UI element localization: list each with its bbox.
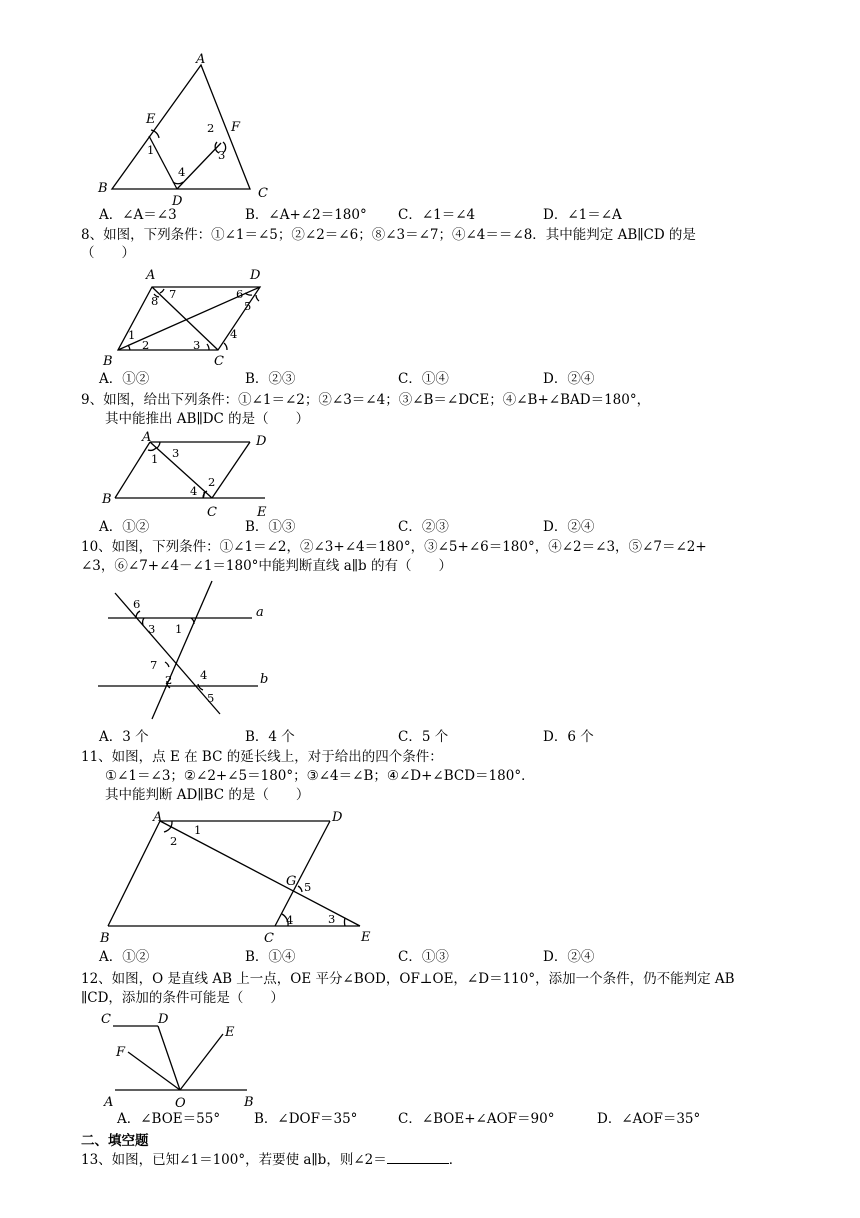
q7-option-a[interactable]: A．∠A＝∠3: [99, 207, 177, 223]
q8-text-line-2: （ ）: [81, 245, 135, 261]
q11-figure: [90, 804, 390, 954]
q9-figure: [90, 428, 290, 520]
q11-angle-1: 1: [194, 823, 202, 837]
q11-angle-3: 3: [328, 912, 336, 926]
q8-angle-1: 1: [128, 328, 136, 342]
q8-option-c[interactable]: C．①④: [398, 371, 449, 387]
q11-option-d[interactable]: D．②④: [543, 949, 595, 965]
q12-label-E: E: [225, 1025, 235, 1040]
q12-option-b[interactable]: B．∠DOF＝35°: [254, 1111, 358, 1127]
q9-angle-4: 4: [190, 484, 198, 498]
q10-text-line-2: ∠3，⑥∠7+∠4－∠1＝180°中能判断直线 a∥b 的有（ ）: [81, 558, 452, 574]
q8-label-A: A: [146, 268, 156, 283]
q12-option-a[interactable]: A．∠BOE＝55°: [117, 1111, 221, 1127]
q8-angle-3: 3: [193, 338, 201, 352]
q9-option-c[interactable]: C．②③: [398, 519, 449, 535]
q8-angle-5: 5: [244, 299, 252, 313]
q10-option-a[interactable]: A．3 个: [99, 729, 149, 745]
q8-angle-7: 7: [169, 287, 177, 301]
q10-angle-6: 6: [133, 597, 141, 611]
q8-angle-8: 8: [151, 294, 159, 308]
q11-label-B: B: [100, 931, 110, 946]
q10-option-d[interactable]: D．6 个: [543, 729, 594, 745]
q11-text-line-2: ①∠1＝∠3；②∠2+∠5＝180°；③∠4＝∠B；④∠D+∠BCD＝180°．: [105, 768, 535, 784]
q12-label-B: B: [244, 1095, 254, 1110]
q9-label-B: B: [102, 492, 112, 507]
q10-angle-5: 5: [207, 691, 215, 705]
q7-option-d[interactable]: D．∠1＝∠A: [543, 207, 622, 223]
q8-text-line-1: 8、如图，下列条件：①∠1＝∠5；②∠2＝∠6；⑧∠3＝∠7；④∠4＝＝∠8．其中能判定 AB∥CD 的是: [81, 227, 696, 243]
q11-label-E: E: [361, 930, 371, 945]
q11-angle-5: 5: [304, 880, 312, 894]
q11-label-A: A: [153, 810, 163, 825]
q9-angle-1: 1: [151, 452, 159, 466]
q10-angle-7: 7: [150, 658, 158, 672]
q8-option-b[interactable]: B．②③: [245, 371, 296, 387]
q10-option-b[interactable]: B．4 个: [245, 729, 295, 745]
q9-option-d[interactable]: D．②④: [543, 519, 595, 535]
q11-label-D: D: [332, 810, 343, 825]
q10-angle-1: 1: [175, 622, 183, 636]
q12-text-line-1: 12、如图，O 是直线 AB 上一点，OE 平分∠BOD，OF⊥OE，∠D＝110°，添加一个条件，仍不能判定 AB: [81, 971, 735, 987]
q10-label-b: b: [260, 672, 269, 687]
q11-angle-2: 2: [170, 834, 178, 848]
q10-figure: [90, 578, 290, 728]
q7-angle-1: 1: [147, 143, 155, 157]
q7-label-C: C: [258, 186, 268, 201]
q8-angle-4: 4: [230, 327, 238, 341]
q13-answer-blank[interactable]: [387, 1150, 449, 1164]
q11-option-c[interactable]: C．①③: [398, 949, 449, 965]
q7-figure: [90, 50, 290, 210]
q8-label-C: C: [214, 354, 224, 369]
q8-angle-2: 2: [142, 338, 150, 352]
q7-option-b[interactable]: B．∠A+∠2＝180°: [245, 207, 367, 223]
q9-option-b[interactable]: B．①③: [245, 519, 296, 535]
q7-label-B: B: [98, 181, 108, 196]
q8-label-B: B: [103, 354, 113, 369]
section-title-fill-in: 二、填空题: [81, 1133, 149, 1149]
q13-end-punct: ．: [448, 1152, 463, 1168]
q11-label-G: G: [286, 874, 297, 889]
q7-label-A: A: [196, 52, 206, 67]
q7-label-E: E: [146, 112, 156, 127]
q10-angle-4: 4: [200, 668, 208, 682]
q11-option-b[interactable]: B．①④: [245, 949, 296, 965]
q12-label-D: D: [158, 1012, 169, 1027]
q7-label-F: F: [231, 120, 241, 135]
q8-option-d[interactable]: D．②④: [543, 371, 595, 387]
q9-label-A: A: [142, 430, 152, 445]
q7-angle-4: 4: [178, 165, 186, 179]
q12-label-F: F: [116, 1045, 126, 1060]
q9-text-line-1: 9、如图，给出下列条件：①∠1＝∠2；②∠3＝∠4；③∠B＝∠DCE；④∠B+∠BAD＝180°，: [81, 392, 651, 408]
q7-angle-3: 3: [218, 148, 226, 162]
q9-label-E: E: [257, 505, 267, 520]
q12-option-d[interactable]: D．∠AOF＝35°: [597, 1111, 701, 1127]
q9-label-C: C: [207, 505, 217, 520]
q8-figure: [90, 262, 280, 372]
q9-option-a[interactable]: A．①②: [99, 519, 150, 535]
q10-option-c[interactable]: C．5 个: [398, 729, 449, 745]
q13-text: [81, 1150, 462, 1169]
q12-label-C: C: [101, 1012, 111, 1027]
q7-label-D: D: [172, 194, 183, 209]
q9-angle-3: 3: [172, 446, 180, 460]
q8-label-D: D: [250, 268, 261, 283]
q11-text-line-1: 11、如图，点 E 在 BC 的延长线上，对于给出的四个条件：: [81, 749, 443, 765]
q12-label-O: O: [175, 1096, 186, 1111]
q9-text-line-2: 其中能推出 AB∥DC 的是（ ）: [105, 411, 310, 427]
q10-text-line-1: 10、如图，下列条件：①∠1＝∠2，②∠3+∠4＝180°，③∠5+∠6＝180°，④∠2＝∠3，⑤∠7＝∠2+: [81, 539, 707, 555]
q7-angle-2: 2: [207, 121, 215, 135]
q12-label-A: A: [104, 1095, 114, 1110]
q9-angle-2: 2: [208, 475, 216, 489]
q10-angle-3: 3: [148, 622, 156, 636]
q12-option-c[interactable]: C．∠BOE+∠AOF＝90°: [398, 1111, 555, 1127]
q10-angle-2: 2: [165, 673, 173, 687]
q8-option-a[interactable]: A．①②: [99, 371, 150, 387]
q8-angle-6: 6: [236, 287, 244, 301]
q11-option-a[interactable]: A．①②: [99, 949, 150, 965]
q7-option-c[interactable]: C．∠1＝∠4: [398, 207, 476, 223]
q10-label-a: a: [256, 605, 264, 620]
q12-figure: [95, 1006, 275, 1111]
q11-text-line-3: 其中能判断 AD∥BC 的是（ ）: [105, 787, 310, 803]
q11-label-C: C: [264, 931, 274, 946]
q9-label-D: D: [256, 434, 267, 449]
q12-text-line-2: ∥CD，添加的条件可能是（ ）: [81, 990, 284, 1006]
q13-question-text: 13、如图，已知∠1＝100°，若要使 a∥b，则∠2＝: [81, 1152, 387, 1168]
q11-angle-4: 4: [286, 913, 294, 927]
